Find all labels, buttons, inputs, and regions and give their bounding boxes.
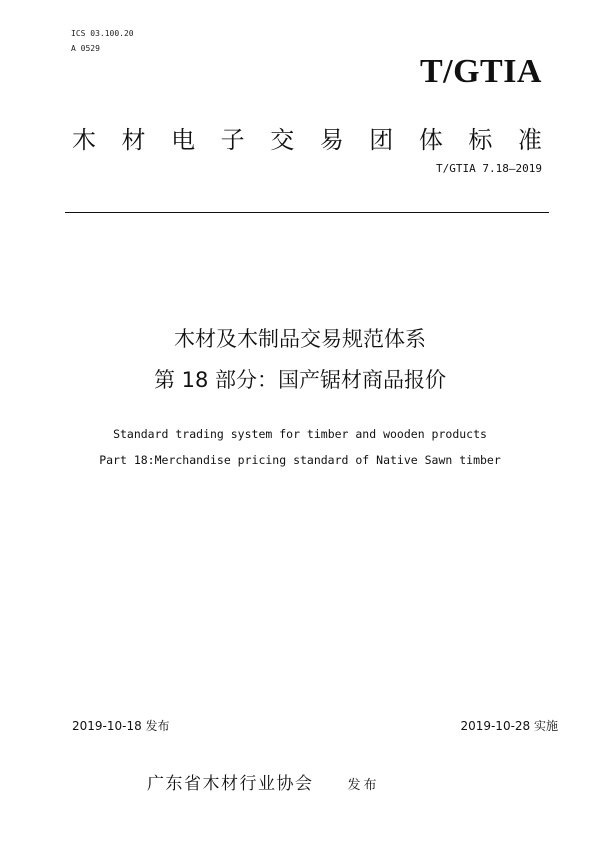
standard-type-char: 子	[220, 126, 245, 154]
standard-type-char: 电	[171, 126, 196, 154]
standard-type-char: 团	[369, 126, 394, 154]
issue-date: 2019-10-18 发布	[72, 719, 170, 733]
issuer-name: 广东省木材行业协会	[147, 774, 314, 794]
ccs-code: A 0529	[71, 44, 100, 53]
issuer	[147, 772, 380, 798]
standard-type-char: 材	[121, 126, 146, 154]
standard-type-char: 交	[270, 126, 295, 154]
standard-type-char: 木	[72, 126, 96, 154]
ics-code: ICS 03.100.20	[71, 29, 134, 38]
implementation-date: 2019-10-28 实施	[460, 719, 558, 733]
standard-code-logo: T/GTIA	[419, 53, 542, 90]
standard-type-char: 准	[517, 126, 542, 154]
standard-type-char: 易	[319, 126, 344, 154]
standard-type-heading	[72, 125, 542, 155]
issuer-action: 发布	[347, 778, 380, 793]
header-divider	[65, 212, 549, 213]
standard-type-char: 标	[468, 126, 493, 154]
title-chinese-line-1: 木材及木制品交易规范体系	[174, 327, 426, 351]
standard-number: T/GTIA 7.18—2019	[436, 162, 542, 175]
standard-type-char: 体	[418, 126, 443, 154]
title-english-line-2: Part 18:Merchandise pricing standard of Native Sawn timber	[99, 453, 501, 467]
title-english-line-1: Standard trading system for timber and wooden products	[113, 427, 487, 441]
title-chinese-line-2: 第 18 部分：国产锯材商品报价	[153, 368, 447, 392]
